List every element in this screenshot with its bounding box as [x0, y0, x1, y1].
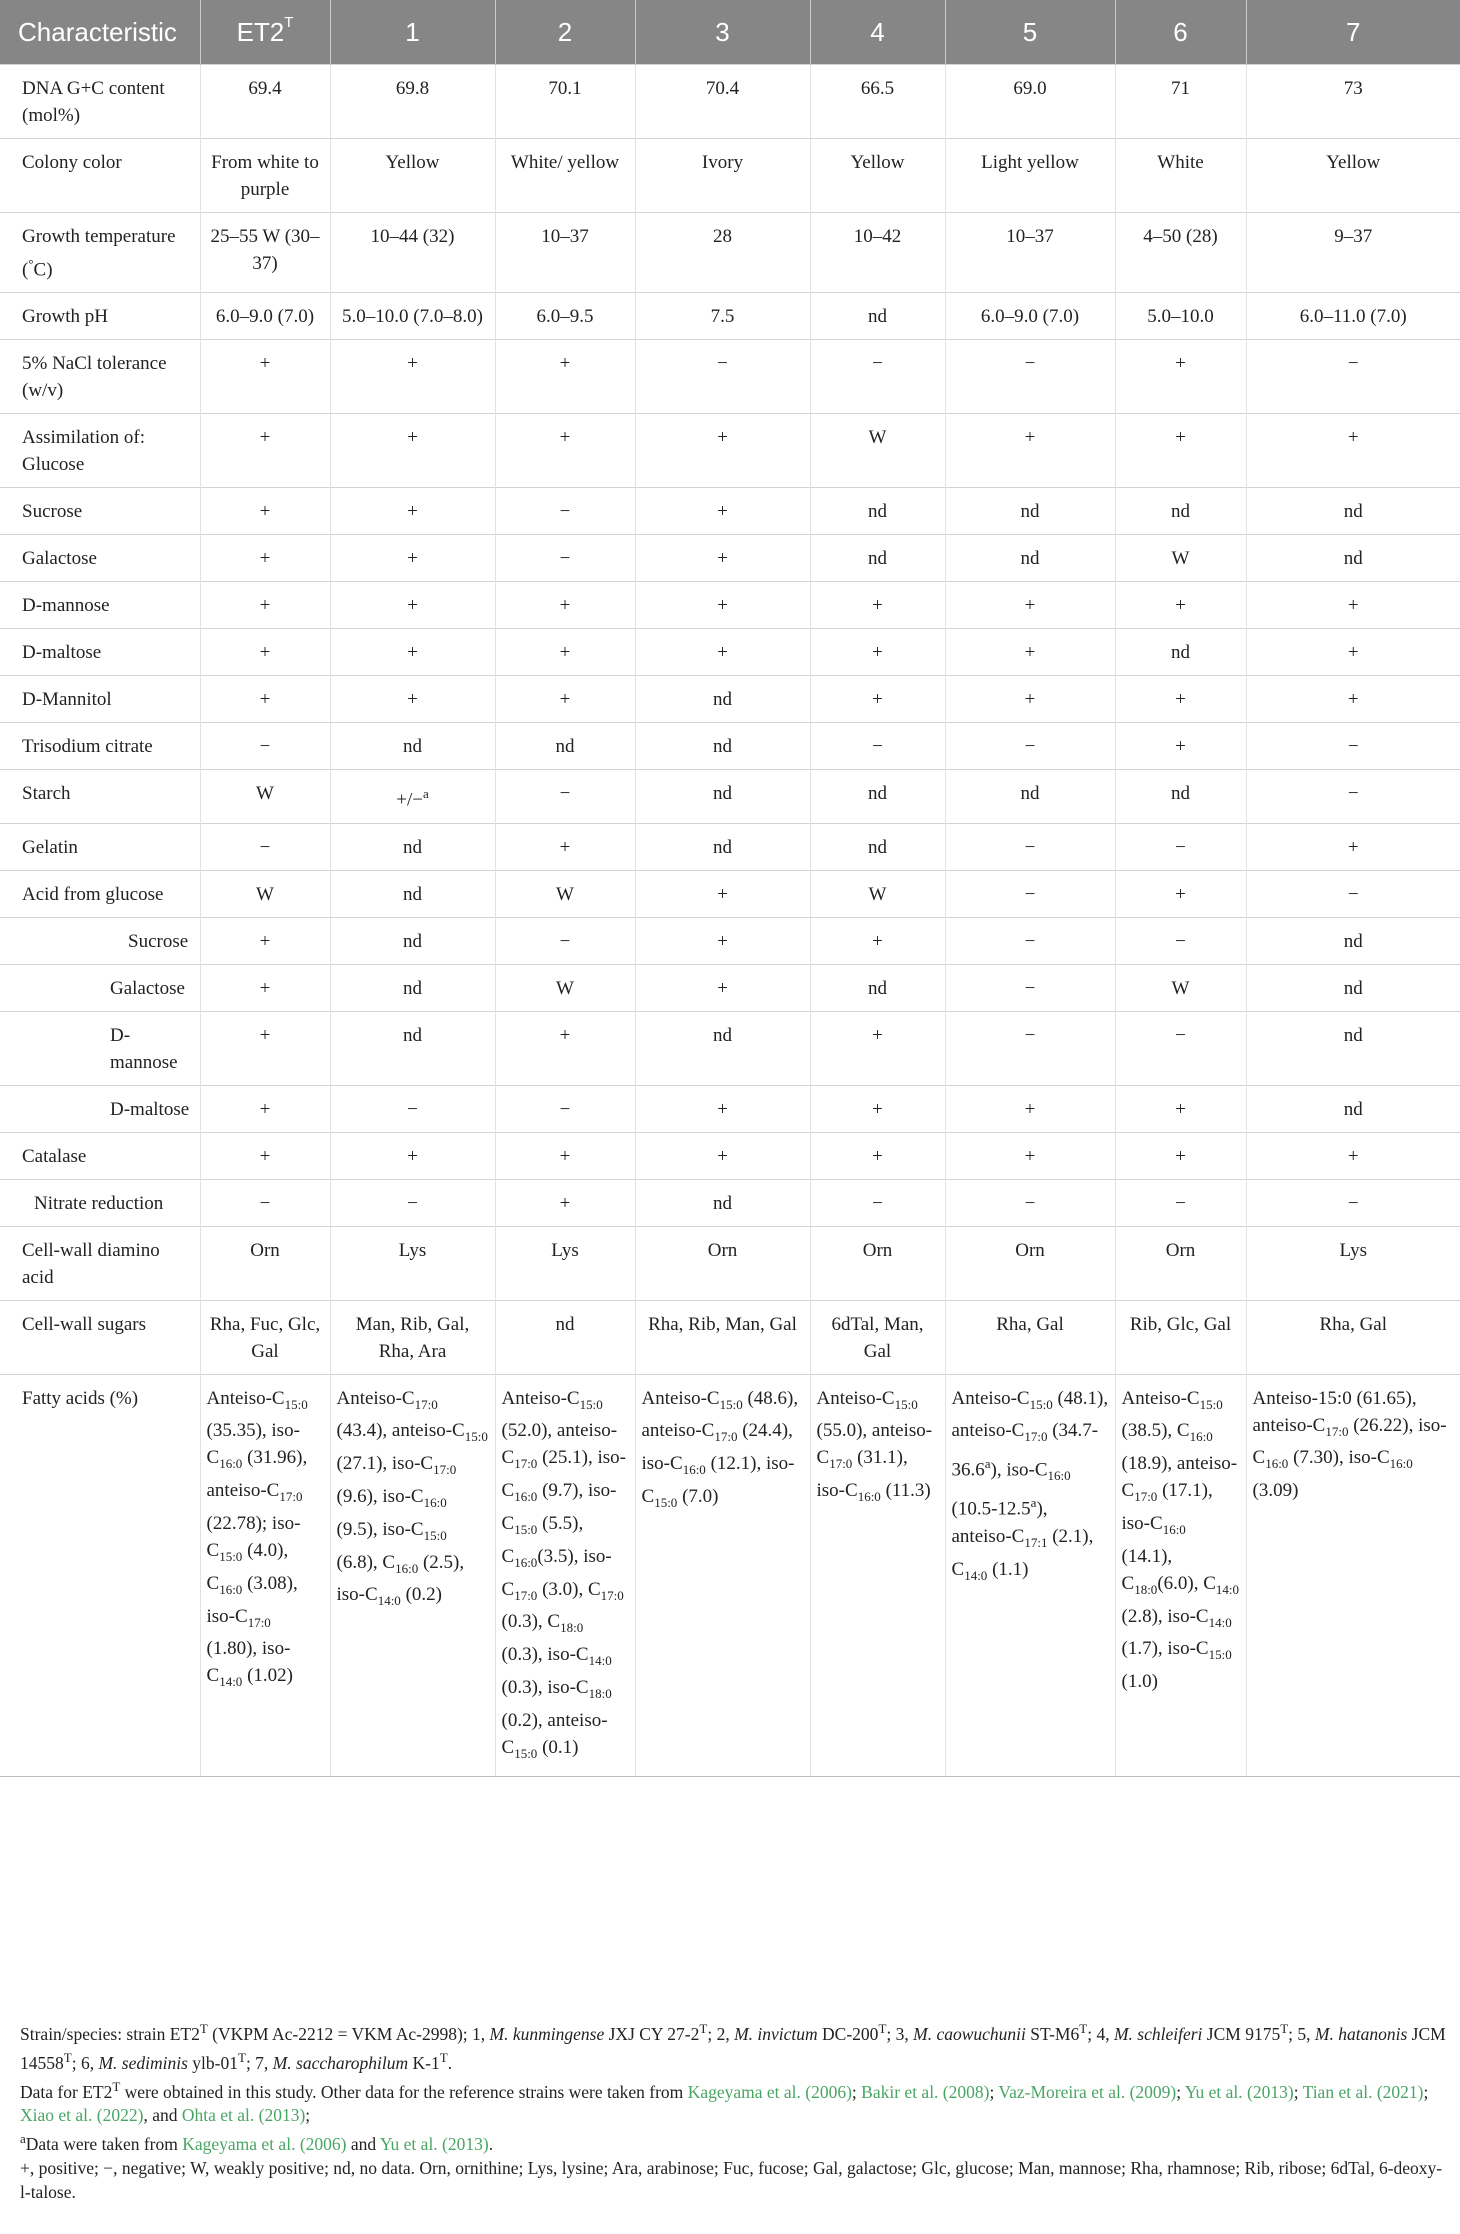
table-cell: Rha, Fuc, Glc, Gal [200, 1300, 330, 1374]
row-label: Sucrose [0, 917, 200, 964]
ref-link[interactable]: Yu et al. (2013) [379, 2134, 489, 2155]
table-cell: W [810, 414, 945, 488]
row-label: Growth temperature (°C) [0, 213, 200, 293]
table-cell: + [945, 629, 1115, 676]
table-cell: nd [330, 870, 495, 917]
table-row [0, 1179, 1460, 1226]
table-row [0, 823, 1460, 870]
table-cell: − [495, 488, 635, 535]
table-cell: + [495, 414, 635, 488]
table-cell: nd [635, 676, 810, 723]
table-cell: − [1115, 823, 1246, 870]
header-col-7: 7 [1246, 0, 1460, 65]
table-cell: + [495, 1179, 635, 1226]
table-cell: + [330, 582, 495, 629]
table-cell: + [635, 535, 810, 582]
table-cell: − [945, 964, 1115, 1011]
table-cell: W [200, 770, 330, 823]
table-cell: − [945, 870, 1115, 917]
table-cell: − [1246, 870, 1460, 917]
header-col-6: 6 [1115, 0, 1246, 65]
table-cell: nd [330, 823, 495, 870]
table-cell: + [1246, 676, 1460, 723]
row-label: DNA G+C content (mol%) [0, 65, 200, 139]
table-cell: W [810, 870, 945, 917]
table-cell: − [945, 823, 1115, 870]
table-cell: 6.0–9.5 [495, 293, 635, 340]
table-cell: − [945, 1179, 1115, 1226]
ref-link[interactable]: Yu et al. (2013) [1184, 2081, 1294, 2102]
table-cell: Lys [1246, 1226, 1460, 1300]
row-label: D-Mannitol [0, 676, 200, 723]
row-label: Starch [0, 770, 200, 823]
table-row [0, 676, 1460, 723]
table-cell: + [635, 414, 810, 488]
table-cell: W [200, 870, 330, 917]
table-cell: + [1115, 340, 1246, 414]
table-cell: 6.0–11.0 (7.0) [1246, 293, 1460, 340]
table-cell: Anteiso-$C_{15:0}$ (55.0), anteiso-$C_{17:0}$ (31.1), iso-$C_{16:0}$ (11.3) [810, 1374, 945, 1776]
table-cell: Man, Rib, Gal, Rha, Ara [330, 1300, 495, 1374]
table-cell: + [200, 535, 330, 582]
row-label: Galactose [0, 964, 200, 1011]
table-cell: − [330, 1179, 495, 1226]
table-cell: + [810, 676, 945, 723]
table-cell: Yellow [330, 139, 495, 213]
header-col-2: 2 [495, 0, 635, 65]
table-cell: − [635, 340, 810, 414]
table-cell: 10–44 (32) [330, 213, 495, 293]
table-cell: + [330, 1132, 495, 1179]
table-cell: nd [1246, 488, 1460, 535]
table-cell: From white to purple [200, 139, 330, 213]
table-cell: Yellow [810, 139, 945, 213]
table-cell: + [330, 488, 495, 535]
table-cell: 10–37 [945, 213, 1115, 293]
table-cell: +/−$^a$ [330, 770, 495, 823]
table-cell: nd [810, 535, 945, 582]
table-cell: nd [1246, 917, 1460, 964]
table-cell: 25–55 W (30–37) [200, 213, 330, 293]
table-cell: + [635, 870, 810, 917]
table-row [0, 917, 1460, 964]
table-row [0, 488, 1460, 535]
table-row [0, 139, 1460, 213]
table-cell: − [495, 1085, 635, 1132]
table-cell: − [1246, 770, 1460, 823]
table-cell: + [1115, 723, 1246, 770]
row-label: Cell-wall diamino acid [0, 1226, 200, 1300]
table-cell: + [810, 1011, 945, 1085]
table-cell: + [495, 629, 635, 676]
table-cell: 9–37 [1246, 213, 1460, 293]
ref-link[interactable]: Kageyama et al. (2006) [687, 2081, 852, 2102]
table-cell: Orn [635, 1226, 810, 1300]
table-cell: nd [495, 723, 635, 770]
table-cell: + [635, 582, 810, 629]
table-cell: − [200, 1179, 330, 1226]
row-label: Assimilation of: Glucose [0, 414, 200, 488]
row-label: Gelatin [0, 823, 200, 870]
table-cell: − [945, 340, 1115, 414]
table-cell: Rha, Rib, Man, Gal [635, 1300, 810, 1374]
table-cell: + [330, 676, 495, 723]
table-cell: + [635, 488, 810, 535]
table-cell: + [495, 582, 635, 629]
table-cell: + [495, 1132, 635, 1179]
table-cell: 5.0–10.0 [1115, 293, 1246, 340]
table-cell: 10–37 [495, 213, 635, 293]
table-cell: Rha, Gal [945, 1300, 1115, 1374]
table-cell: − [495, 770, 635, 823]
table-cell: Orn [1115, 1226, 1246, 1300]
row-label: Fatty acids (%) [0, 1374, 200, 1776]
table-cell: − [1115, 917, 1246, 964]
table-cell: − [495, 535, 635, 582]
table-row [0, 870, 1460, 917]
table-cell: − [330, 1085, 495, 1132]
table-cell: + [330, 414, 495, 488]
table-cell: + [1115, 1132, 1246, 1179]
table-cell: + [1246, 823, 1460, 870]
table-cell: − [495, 917, 635, 964]
table-cell: + [635, 964, 810, 1011]
table-cell: + [1115, 1085, 1246, 1132]
table-cell: nd [330, 1011, 495, 1085]
row-label: 5% NaCl tolerance (w/v) [0, 340, 200, 414]
table-cell: + [945, 676, 1115, 723]
table-cell: nd [1246, 1011, 1460, 1085]
table-cell: + [1115, 676, 1246, 723]
table-cell: + [635, 629, 810, 676]
table-cell: Orn [200, 1226, 330, 1300]
table-cell: Rib, Glc, Gal [1115, 1300, 1246, 1374]
table-cell: − [1246, 340, 1460, 414]
ref-link[interactable]: Kageyama et al. (2006) [182, 2134, 347, 2155]
table-cell: + [810, 629, 945, 676]
table-cell: nd [1246, 535, 1460, 582]
table-cell: + [1115, 414, 1246, 488]
table-cell: − [200, 823, 330, 870]
table-cell: − [945, 723, 1115, 770]
table-row-fatty-acids [0, 1374, 1460, 1776]
table-cell: nd [1246, 964, 1460, 1011]
table-cell: Lys [495, 1226, 635, 1300]
table-row [0, 1300, 1460, 1374]
table-cell: Anteiso-$C_{15:0}$ (35.35), iso-$C_{16:0}$ (31.96), anteiso-$C_{17:0}$ (22.78); iso-$C_{15:0}$ (4.0), $C_{16:0}$ (3.08), iso-$C_{17:0}$ (1.80), iso-$C_{14:0}$ (1.02) [200, 1374, 330, 1776]
table-cell: + [200, 676, 330, 723]
table-cell: nd [1115, 488, 1246, 535]
table-row [0, 65, 1460, 139]
table-row [0, 770, 1460, 823]
header-strain-et2: $ET2^T$ [200, 0, 330, 65]
row-label: Galactose [0, 535, 200, 582]
table-cell: nd [810, 823, 945, 870]
table-cell: + [200, 414, 330, 488]
table-cell: + [1246, 629, 1460, 676]
ref-link[interactable]: Xiao et al. (2022) [20, 2105, 144, 2126]
table-cell: nd [495, 1300, 635, 1374]
row-label: Catalase [0, 1132, 200, 1179]
table-cell: − [1246, 723, 1460, 770]
table-row [0, 535, 1460, 582]
table-cell: + [200, 629, 330, 676]
table-cell: White/ yellow [495, 139, 635, 213]
footnote-abbreviations: +, positive; −, negative; W, weakly positive; nd, no data. Orn, ornithine; Lys, lysine; Ara, arabinose; Fuc, fucose; Gal, galactose; Glc, glucose; Man, mannose; Rha, rhamnose; Rib, ribose; 6dTal, 6-deoxy-l-talose. [20, 2158, 1443, 2203]
table-cell: Anteiso-$C_{15:0}$ (48.1), anteiso-$C_{17:0}$ (34.7-36.6$^a$), iso-$C_{16:0}$ (10.5-12.5$^a$), anteiso-$C_{17:1}$ (2.1), $C_{14:0}$ (1.1) [945, 1374, 1115, 1776]
ref-link[interactable]: Bakir et al. (2008) [861, 2081, 990, 2102]
row-label: D-mannose [0, 1011, 200, 1085]
footnote-data-sources: Data for $ET2^T$ were obtained in this study. Other data for the reference strains were taken from Kageyama et al. (2006); Bakir et al. (2008); Vaz-Moreira et al. (2009); Yu et al. (2013); Tian et al. (2021); Xiao et al. (2022), and Ohta et al. (2013); [20, 2078, 1429, 2126]
table-cell: + [330, 535, 495, 582]
table-cell: Lys [330, 1226, 495, 1300]
table-row [0, 1226, 1460, 1300]
table-cell: nd [635, 823, 810, 870]
table-cell: + [635, 917, 810, 964]
table-cell: + [495, 823, 635, 870]
row-label: Nitrate reduction [0, 1179, 200, 1226]
header-col-1: 1 [330, 0, 495, 65]
table-cell: + [810, 1132, 945, 1179]
table-cell: 6.0–9.0 (7.0) [200, 293, 330, 340]
table-cell: 69.0 [945, 65, 1115, 139]
table-cell: + [810, 917, 945, 964]
table-cell: Orn [810, 1226, 945, 1300]
table-cell: + [200, 582, 330, 629]
table-row [0, 1011, 1460, 1085]
table-cell: 4–50 (28) [1115, 213, 1246, 293]
table-cell: 10–42 [810, 213, 945, 293]
table-footnotes [20, 2017, 1448, 2204]
table-cell: + [200, 917, 330, 964]
table-cell: 71 [1115, 65, 1246, 139]
row-label: D-maltose [0, 1085, 200, 1132]
table-cell: Light yellow [945, 139, 1115, 213]
table-cell: nd [1115, 629, 1246, 676]
header-col-3: 3 [635, 0, 810, 65]
table-cell: − [810, 340, 945, 414]
table-cell: Ivory [635, 139, 810, 213]
table-row [0, 629, 1460, 676]
table-cell: Anteiso-$C_{17:0}$ (43.4), anteiso-$C_{15:0}$ (27.1), iso-$C_{17:0}$ (9.6), iso-$C_{16:0}$ (9.5), iso-$C_{15:0}$ (6.8), $C_{16:0}$ (2.5), iso-$C_{14:0}$ (0.2) [330, 1374, 495, 1776]
table-cell: + [1115, 582, 1246, 629]
table-row [0, 723, 1460, 770]
table-row [0, 414, 1460, 488]
table-cell: − [945, 1011, 1115, 1085]
table-cell: + [945, 1085, 1115, 1132]
table-cell: nd [810, 488, 945, 535]
table-cell: + [1115, 870, 1246, 917]
table-cell: + [945, 1132, 1115, 1179]
table-cell: + [635, 1085, 810, 1132]
header-row [0, 0, 1460, 65]
table-row [0, 1132, 1460, 1179]
table-cell: nd [810, 770, 945, 823]
table-cell: nd [1115, 770, 1246, 823]
header-col-5: 5 [945, 0, 1115, 65]
table-cell: 28 [635, 213, 810, 293]
table-cell: − [945, 917, 1115, 964]
ref-link[interactable]: Vaz-Moreira et al. (2009) [998, 2081, 1177, 2102]
table-cell: + [945, 582, 1115, 629]
table-cell: + [495, 340, 635, 414]
table-cell: nd [635, 1011, 810, 1085]
table-cell: 69.8 [330, 65, 495, 139]
table-cell: 70.1 [495, 65, 635, 139]
row-label: Cell-wall sugars [0, 1300, 200, 1374]
table-cell: 7.5 [635, 293, 810, 340]
table-cell: 6dTal, Man, Gal [810, 1300, 945, 1374]
table-cell: 69.4 [200, 65, 330, 139]
table-cell: nd [810, 964, 945, 1011]
table-cell: Orn [945, 1226, 1115, 1300]
table-cell: nd [945, 488, 1115, 535]
table-cell: nd [330, 723, 495, 770]
table-cell: Anteiso-$C_{15:0}$ (38.5), $C_{16:0}$ (18.9), anteiso-$C_{17:0}$ (17.1), iso-$C_{16:0}$ (14.1), $C_{18:0}(6.0)$, $C_{14:0}$ (2.8), iso-$C_{14:0}$ (1.7), iso-$C_{15:0}$ (1.0) [1115, 1374, 1246, 1776]
table-cell: W [495, 964, 635, 1011]
table-cell: nd [1246, 1085, 1460, 1132]
table-cell: W [1115, 964, 1246, 1011]
table-cell: + [200, 1085, 330, 1132]
table-cell: − [810, 723, 945, 770]
table-row [0, 213, 1460, 293]
table-cell: nd [635, 770, 810, 823]
table-cell: 5.0–10.0 (7.0–8.0) [330, 293, 495, 340]
table-cell: − [810, 1179, 945, 1226]
footnote-a: $^a$Data were taken from Kageyama et al. (2006) and Yu et al. (2013). [20, 2131, 494, 2155]
table-cell: nd [330, 964, 495, 1011]
table-cell: + [200, 340, 330, 414]
ref-link[interactable]: Ohta et al. (2013) [181, 2105, 306, 2126]
table-cell: + [495, 1011, 635, 1085]
row-label: Trisodium citrate [0, 723, 200, 770]
footnote-strains: Strain/species: strain $ET2^T$ (VKPM Ac-2212 = VKM Ac-2998); 1, M. kunmingense JXJ CY $27-2^T$; 2, M. invictum $DC-200^T$; 3, M. caowuchunii $ST-M6^T$; 4, M. schleiferi JCM $9175^T$; 5, M. hatanonis JCM $14558^T$; 6, M. sediminis ylb-$01^T$; 7, M. saccharophilum $K-1^T$. [20, 2021, 1446, 2073]
table-cell: + [1246, 414, 1460, 488]
row-label: Growth pH [0, 293, 200, 340]
table-cell: − [1115, 1179, 1246, 1226]
table-cell: − [1246, 1179, 1460, 1226]
table-cell: + [330, 629, 495, 676]
table-cell: nd [635, 723, 810, 770]
table-row [0, 293, 1460, 340]
row-label: Colony color [0, 139, 200, 213]
table-cell: Rha, Gal [1246, 1300, 1460, 1374]
row-label: Acid from glucose [0, 870, 200, 917]
table-cell: W [1115, 535, 1246, 582]
table-cell: 70.4 [635, 65, 810, 139]
table-cell: − [1115, 1011, 1246, 1085]
table-cell: + [200, 964, 330, 1011]
table-cell: + [635, 1132, 810, 1179]
table-cell: nd [945, 770, 1115, 823]
table-cell: + [810, 1085, 945, 1132]
table-cell: + [200, 1011, 330, 1085]
table-cell: + [200, 1132, 330, 1179]
header-col-4: 4 [810, 0, 945, 65]
table-cell: nd [810, 293, 945, 340]
table-cell: + [1246, 1132, 1460, 1179]
table-cell: nd [330, 917, 495, 964]
table-cell: Yellow [1246, 139, 1460, 213]
row-label: Sucrose [0, 488, 200, 535]
table-cell: Anteiso-$C_{15:0}$ (48.6), anteiso-$C_{17:0}$ (24.4), iso-$C_{16:0}$ (12.1), iso-$C_{15:0}$ (7.0) [635, 1374, 810, 1776]
table-row [0, 340, 1460, 414]
table-cell: White [1115, 139, 1246, 213]
row-label: D-mannose [0, 582, 200, 629]
table-cell: Anteiso-15:0 (61.65), anteiso-$C_{17:0}$ (26.22), iso-$C_{16:0}$ (7.30), iso-$C_{16:0}$ (3.09) [1246, 1374, 1460, 1776]
table-cell: Anteiso-$C_{15:0}$ (52.0), anteiso-$C_{17:0}$ (25.1), iso-$C_{16:0}$ (9.7), iso-$C_{15:0}$ (5.5), $C_{16:0}(3.5)$, iso-$C_{17:0}$ (3.0), $C_{17:0}$ (0.3), $C_{18:0}$ (0.3), iso-$C_{14:0}$ (0.3), iso-$C_{18:0}$ (0.2), anteiso-$C_{15:0}$ (0.1) [495, 1374, 635, 1776]
table-cell: W [495, 870, 635, 917]
table-cell: + [200, 488, 330, 535]
table-cell: + [495, 676, 635, 723]
table-cell: + [1246, 582, 1460, 629]
ref-link[interactable]: Tian et al. (2021) [1302, 2081, 1424, 2102]
table-cell: + [945, 414, 1115, 488]
row-label: D-maltose [0, 629, 200, 676]
table-cell: − [200, 723, 330, 770]
header-characteristic: Characteristic [0, 0, 200, 65]
table-row [0, 1085, 1460, 1132]
table-cell: 66.5 [810, 65, 945, 139]
table-row [0, 582, 1460, 629]
table-cell: + [810, 582, 945, 629]
table-cell: nd [635, 1179, 810, 1226]
table-cell: nd [945, 535, 1115, 582]
table-row [0, 964, 1460, 1011]
table-cell: 73 [1246, 65, 1460, 139]
table-cell: 6.0–9.0 (7.0) [945, 293, 1115, 340]
table-cell: + [330, 340, 495, 414]
